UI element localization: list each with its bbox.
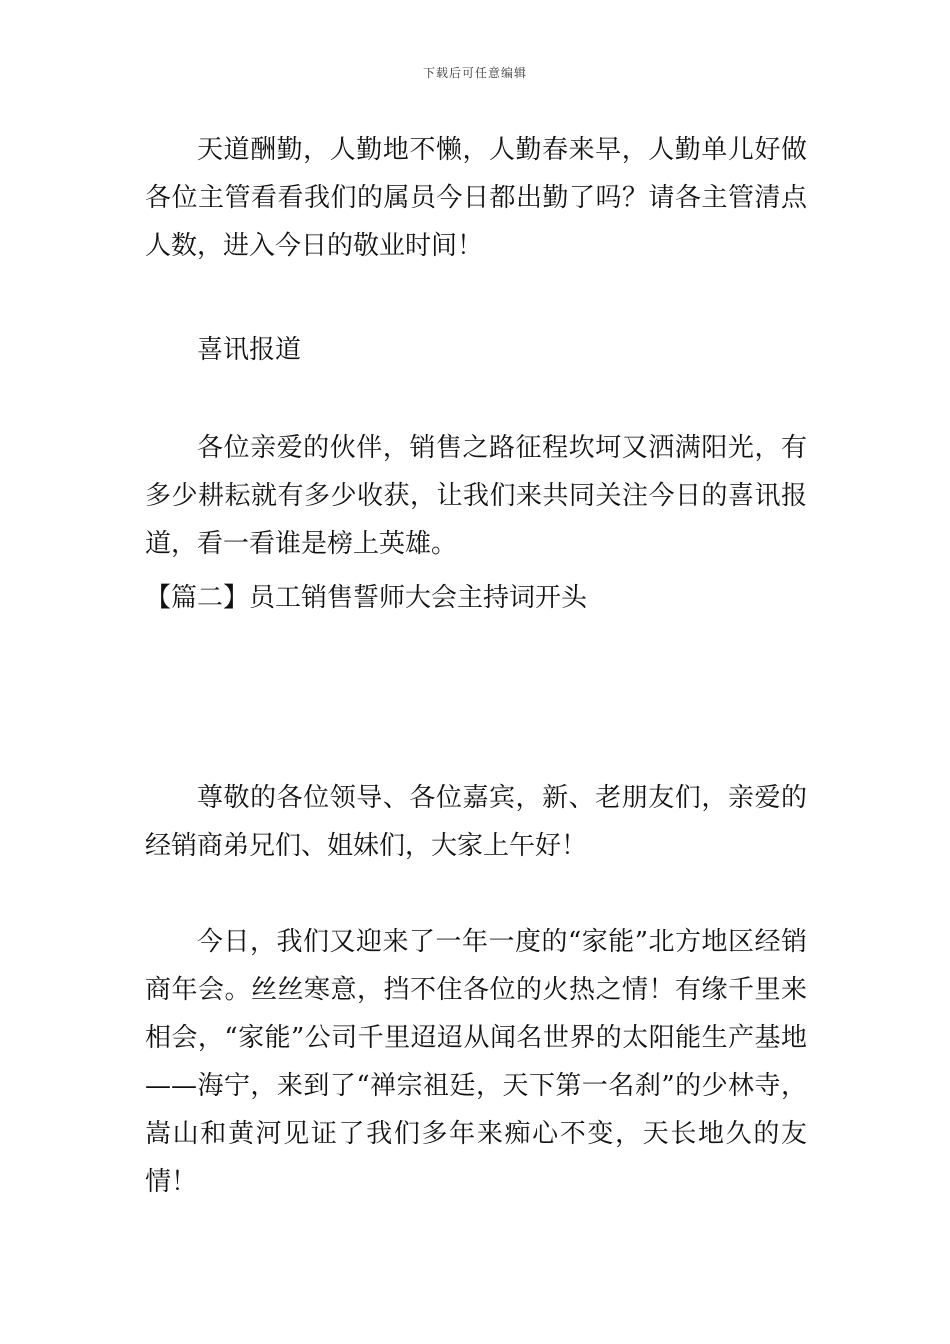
- section-title-part-two: 【篇二】员工销售誓师大会主持词开头: [145, 583, 588, 613]
- section-heading-good-news: 喜讯报道: [197, 335, 302, 365]
- paragraph-annual-meeting: 今日，我们又迎来了一年一度的“家能”北方地区经销商年会。丝丝寒意，挡不住各位的火热之情！有缘千里来相会，“家能”公司千里迢迢从闻名世界的太阳能生产基地——海宁，来到了“禅宗祖廷，天下第一名刹”的少林寺，嵩山和黄河见证了我们多年来痴心不变，天长地久的友情！: [145, 927, 807, 1197]
- paragraph-good-news: 各位亲爱的伙伴，销售之路征程坎坷又洒满阳光，有多少耕耘就有多少收获，让我们来共同关注今日的喜讯报道，看一看谁是榜上英雄。: [145, 433, 807, 559]
- page-header-note: 下载后可任意编辑: [422, 66, 527, 80]
- paragraph-attendance: 天道酬勤，人勤地不懒，人勤春来早，人勤单儿好做各位主管看看我们的属员今日都出勤了吗？请各主管清点人数，进入今日的敬业时间！: [145, 135, 807, 261]
- paragraph-greeting: 尊敬的各位领导、各位嘉宾，新、老朋友们，亲爱的经销商弟兄们、姐妹们，大家上午好！: [145, 783, 807, 861]
